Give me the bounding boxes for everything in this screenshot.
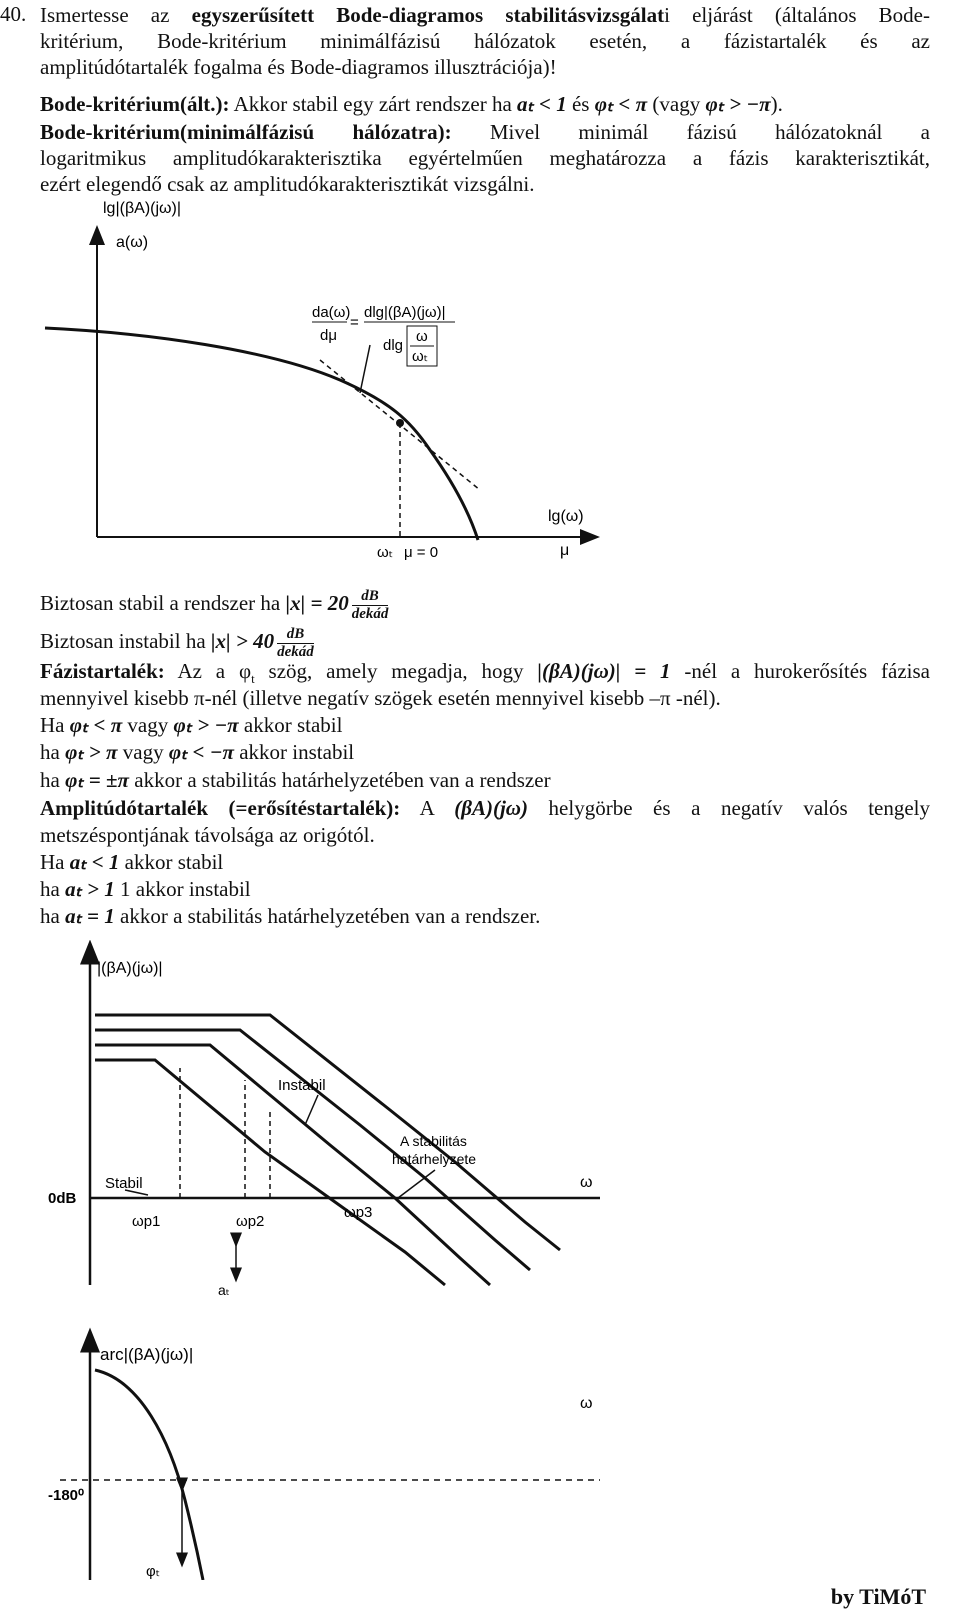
svg-text:ωₜ: ωₜ: [412, 348, 429, 365]
amp-margin-line-1: Amplitúdótartalék (=erősítéstartalék): A (βA)(jω) helygörbe és a negatív valós tengely: [40, 796, 931, 820]
bode-minphase-line-1: Bode-kritérium(minimálfázisú hálózatra): Mivel minimál fázisú hálózatoknál a: [40, 120, 930, 144]
phase-margin-line-2: mennyivel kisebb π-nél (illetve negatív szögek esetén mennyivel kisebb –π -nél).: [40, 686, 721, 710]
phase-rule-limit: ha φₜ = ±π akkor a stabilitás határhelyzetében van a rendszer: [40, 768, 551, 792]
question-line-1: Ismertesse az egyszerűsített Bode-diagramos stabilitásvizsgálati eljárást (általános Bode-: [40, 3, 930, 27]
minus180-label: -180⁰: [48, 1487, 85, 1504]
phase-rule-stable: Ha φₜ < π vagy φₜ > −π akkor stabil: [40, 713, 343, 737]
signature: by TiMóT: [830, 1584, 926, 1609]
label-stabil: Stabil: [105, 1175, 143, 1192]
svg-text:da(ω): da(ω): [312, 304, 351, 321]
wp2-label: ωp2: [236, 1213, 265, 1230]
phit-label: φₜ: [146, 1563, 161, 1580]
label-limit-2: határhelyzete: [392, 1151, 477, 1167]
amp-rule-limit: ha aₜ = 1 akkor a stabilitás határhelyzetében van a rendszer.: [40, 904, 541, 928]
question-line-2: kritérium, Bode-kritérium minimálfázisú hálózatok esetén, a fázistartalék és az: [40, 29, 930, 53]
svg-text:ω: ω: [416, 328, 428, 345]
wp3-label: ωp3: [344, 1204, 373, 1221]
bode-general-criterion: Bode-kritérium(ált.): Akkor stabil egy zárt rendszer ha aₜ < 1 és φₜ < π (vagy φₜ > −π).: [40, 92, 783, 116]
mag-y-label: |(βA)(jω)|: [97, 960, 163, 977]
question-line-3: amplitúdótartalék fogalma és Bode-diagramos illusztrációja)!: [40, 55, 557, 79]
unstable-condition: Biztosan instabil ha |x| > 40 $\frac{dB}{\text{dekád}}$: [40, 625, 314, 660]
phase-rule-unstable: ha φₜ > π vagy φₜ < −π akkor instabil: [40, 740, 355, 764]
zero-db-label: 0dB: [48, 1190, 77, 1207]
amp-rule-unstable: ha aₜ > 1 1 akkor instabil: [40, 877, 251, 901]
y-axis-label-top: lg|(βA)(jω)|: [103, 200, 181, 217]
bode-slope-diagram: [0, 195, 960, 570]
phase-y-label: arc|(βA)(jω)|: [100, 1345, 194, 1364]
svg-text:dlg: dlg: [383, 337, 404, 354]
question-number: 40.: [0, 2, 27, 26]
phase-x-label: ω: [580, 1395, 593, 1412]
svg-text:=: =: [350, 314, 359, 331]
svg-text:dlg|(βA)(jω)|: dlg|(βA)(jω)|: [364, 304, 446, 321]
amp-rule-stable: Ha aₜ < 1 akkor stabil: [40, 850, 224, 874]
omega-t-mark: ωₜ: [377, 544, 394, 561]
bode-stability-diagram: [0, 940, 960, 1580]
label-instabil: Instabil: [278, 1077, 326, 1094]
phase-curve: [95, 1370, 203, 1580]
pointer-line: [360, 345, 370, 393]
x-axis-label: μ: [560, 542, 570, 559]
wp1-label: ωp1: [132, 1213, 161, 1230]
at-label: aₜ: [218, 1282, 230, 1298]
slope-formula: [312, 304, 455, 366]
mu-zero-label: μ = 0: [404, 544, 439, 561]
x-axis-label-top: lg(ω): [548, 508, 584, 525]
phase-margin-line-1: Fázistartalék: Az a $\varphi_t$ szög, amely megadja, hogy |(βA)(jω)| = 1 -nél a hurokerősítés fázisa: [40, 659, 930, 687]
mag-x-label: ω: [580, 1174, 593, 1191]
bode-minphase-line-2: logaritmikus amplitudókarakterisztika egyértelműen meghatározza a fázis karakterisztikát,: [40, 146, 930, 170]
svg-text:dμ: dμ: [320, 327, 337, 344]
curve-instabil-2: [95, 1015, 560, 1250]
stable-condition: Biztosan stabil a rendszer ha |x| = 20 $\frac{dB}{\text{dekád}}$: [40, 587, 389, 622]
bode-minphase-line-3: ezért elegendő csak az amplitudókarakterisztikát vizsgálni.: [40, 172, 535, 196]
label-limit-1: A stabilitás: [400, 1133, 467, 1149]
amp-margin-line-2: metszéspontjának távolsága az origótól.: [40, 823, 375, 847]
y-axis-label: a(ω): [116, 234, 149, 251]
